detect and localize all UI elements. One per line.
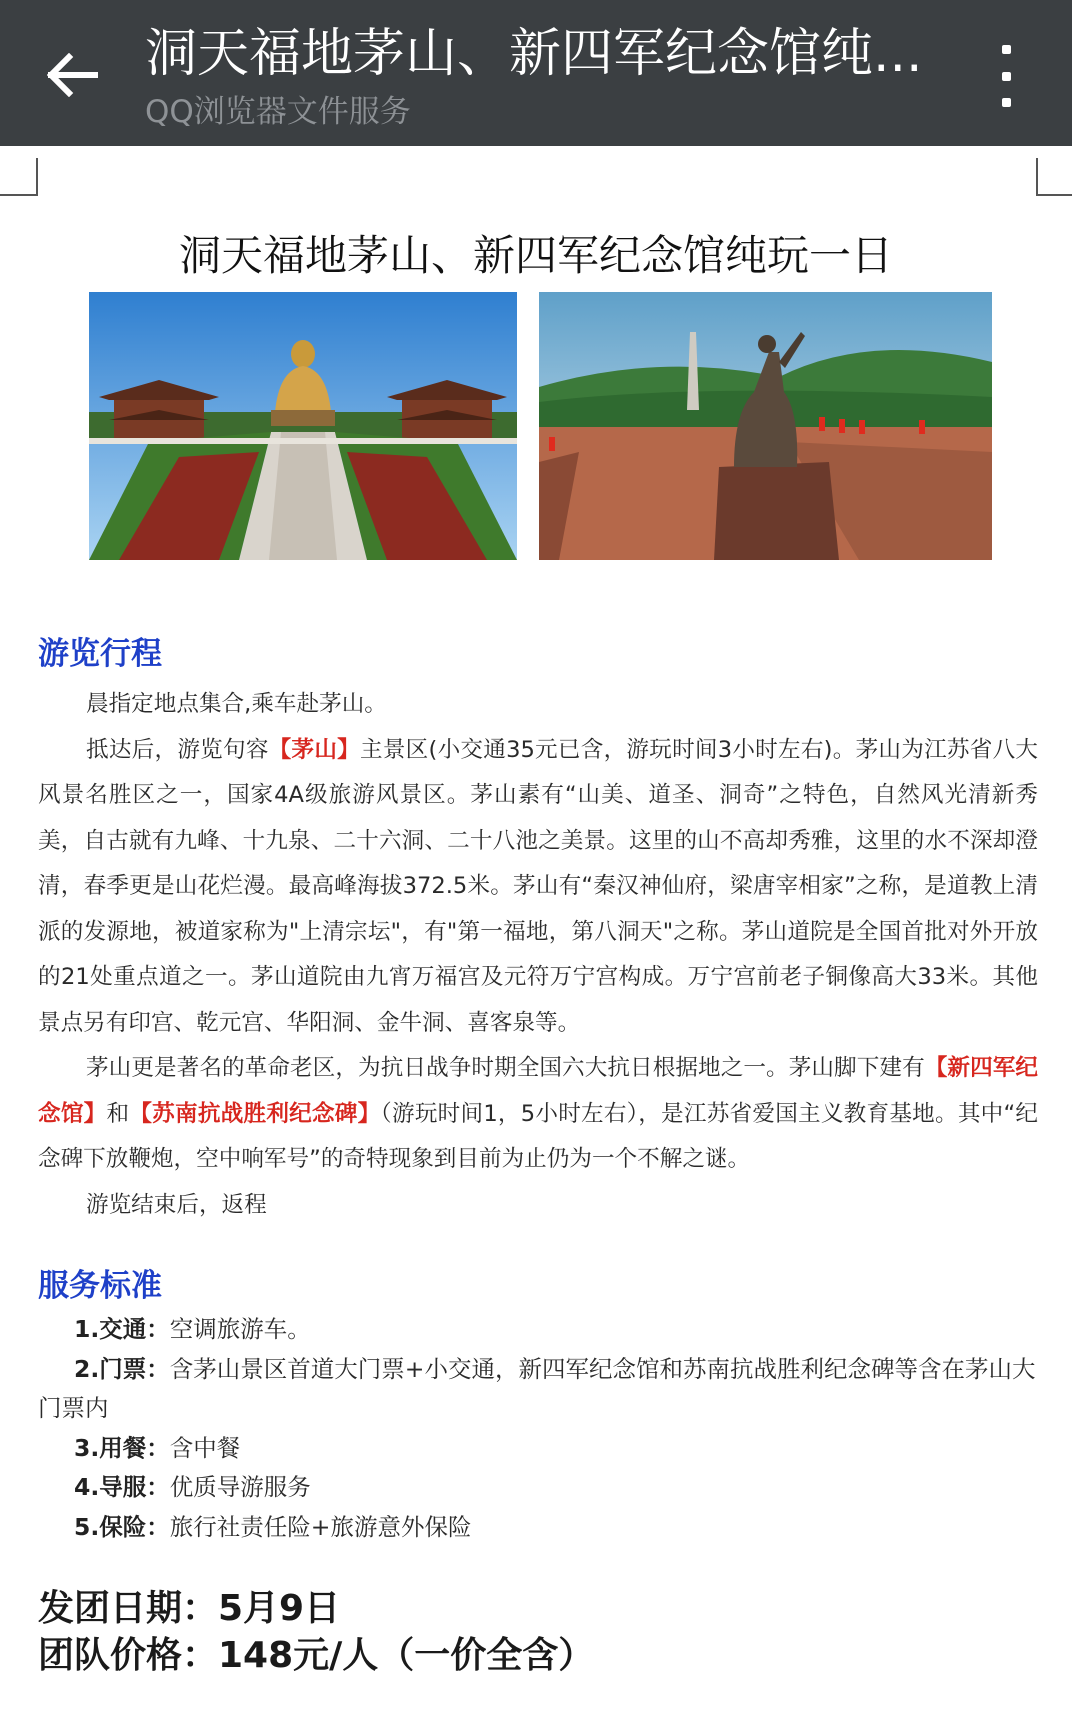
arrow-left-icon	[47, 53, 99, 97]
highlight-memorial-hall: 【新四军纪念馆】	[38, 1055, 1039, 1127]
crop-mark-left	[0, 158, 38, 196]
itinerary-text: 游览结束后，返程	[86, 1191, 267, 1218]
departure-date: 发团日期：5月9日	[38, 1588, 341, 1629]
itinerary-text: 抵达后，游览句容	[86, 736, 269, 763]
more-vertical-icon	[1002, 98, 1011, 107]
maoshan-temple-photo	[89, 292, 517, 560]
itinerary-heading: 游览行程	[38, 636, 162, 672]
highlight-maoshan: 【茅山】	[268, 736, 361, 763]
service-label: 1.交通：	[74, 1315, 170, 1343]
itinerary-paragraph	[38, 1183, 1038, 1229]
itinerary-body	[38, 682, 1038, 1228]
service-text: 空调旅游车。	[169, 1315, 311, 1343]
service-item	[38, 1468, 1048, 1508]
page-subtitle: QQ浏览器文件服务	[145, 94, 411, 130]
service-label: 5.保险：	[74, 1512, 170, 1541]
group-price: 团队价格：148元/人（一价全含）	[38, 1635, 595, 1676]
more-vertical-icon	[1002, 72, 1011, 81]
highlight-victory-monument: 【苏南抗战胜利纪念碑】	[129, 1100, 381, 1127]
itinerary-text: （游玩时间1，5小时左右），是江苏省爱国主义教育基地。其中“纪念碑下放鞭炮，空中响军号”的奇特现象到目前为止仍为一个不解之谜。	[38, 1100, 1039, 1172]
page-title: 洞天福地茅山、新四军纪念馆纯...	[145, 24, 923, 84]
service-item	[38, 1310, 1048, 1350]
itinerary-text: 茅山更是著名的革命老区，为抗日战争时期全国六大抗日根据地之一。茅山脚下建有	[86, 1055, 925, 1081]
service-text: 旅行社责任险+旅游意外保险	[169, 1512, 472, 1541]
service-text: 含中餐	[169, 1433, 241, 1462]
service-label: 2.门票：	[74, 1354, 170, 1383]
itinerary-paragraph	[38, 728, 1038, 1047]
back-button[interactable]	[38, 40, 108, 110]
document-title: 洞天福地茅山、新四军纪念馆纯玩一日	[178, 231, 893, 280]
service-item	[38, 1429, 1048, 1469]
service-text: 优质导游服务	[169, 1473, 311, 1501]
app-bar	[0, 0, 1072, 146]
service-label: 3.用餐：	[74, 1433, 170, 1462]
more-vertical-icon	[1002, 45, 1011, 54]
service-text: 含茅山景区首道大门票+小交通，新四军纪念馆和苏南抗战胜利纪念碑等含在茅山大门票内	[38, 1354, 1036, 1422]
new-fourth-army-memorial-photo	[539, 292, 992, 560]
itinerary-text: 晨指定地点集合,乘车赴茅山。	[86, 691, 387, 717]
service-list	[38, 1310, 1048, 1547]
service-item	[38, 1350, 1048, 1429]
service-heading: 服务标准	[38, 1268, 162, 1304]
itinerary-paragraph	[38, 1046, 1038, 1183]
itinerary-paragraph	[38, 682, 1038, 728]
more-options-button[interactable]	[988, 45, 1024, 107]
crop-mark-right	[1036, 158, 1072, 196]
service-item	[38, 1508, 1048, 1548]
tour-summary	[38, 1585, 1038, 1679]
itinerary-text: 和	[106, 1100, 130, 1127]
itinerary-text: 主景区(小交通35元已含，游玩时间3小时左右)。茅山为江苏省八大风景名胜区之一，国家4A级旅游风景区。茅山素有“山美、道圣、洞奇”之特色，自然风光清新秀美，自古就有九峰、十九泉、二十六洞、二十八池之美景。这里的山不高却秀雅，这里的水不深却澄清，春季更是山花烂漫。最高峰海拔372.5米。茅山有“秦汉神仙府，梁唐宰相家”之称，是道教上清派的发源地，被道家称为"上清宗坛"，有"第一福地，第八洞天"之称。茅山道院是全国首批对外开放的21处重点道之一。茅山道院由九宵万福宫及元符万宁宫构成。万宁宫前老子铜像高大33米。其他景点另有印宫、乾元宫、华阳洞、金牛洞、喜客泉等。	[38, 736, 1038, 1036]
service-label: 4.导服：	[74, 1473, 170, 1501]
